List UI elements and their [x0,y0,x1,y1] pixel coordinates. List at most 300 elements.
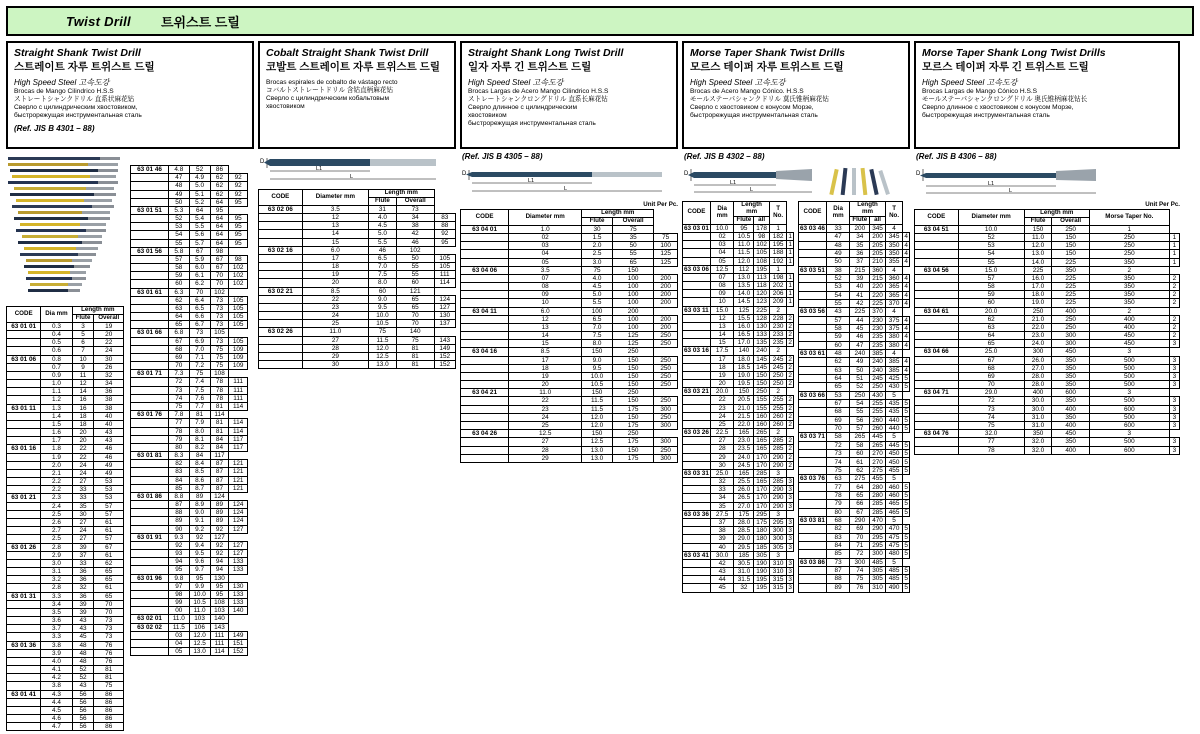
cell-code: 63 04 21 [461,389,509,397]
cell-value: 175 [612,438,653,446]
cell-code [915,332,959,340]
cell-code [799,500,827,508]
table-row [799,274,910,282]
th-flute-ml: Flute [1024,217,1052,225]
cell-value: 33 [72,559,94,567]
table-row [131,443,248,451]
cell-value: 95 [434,238,456,246]
cell-value: 17.5 [710,347,734,355]
cell-value: 59 [826,333,849,341]
cell-value: 265 [870,441,885,449]
cell-value: 95 [210,590,229,598]
cell-value: 127 [229,525,248,533]
cell-value: 185 [734,551,754,559]
cell-value: 28 [509,446,582,454]
table-row [683,584,794,592]
cell-value: 3 [1169,381,1179,389]
th-flute-long: Flute [582,217,613,225]
cell-value: 3 [1169,438,1179,446]
cell-code: 63 01 46 [131,166,169,174]
cell-value: 2.3 [41,494,72,502]
cell-value: 73 [210,313,229,321]
cell-code [683,355,711,363]
cell-value: 0.9 [41,371,72,379]
cell-value: 1.5 [41,420,72,428]
cell-value: 5 [904,375,908,383]
cell-value: 2.5 [41,510,72,518]
table-row [461,446,678,454]
table-row [683,478,794,486]
table-row [7,682,124,690]
table-row [7,355,124,363]
cell-value: 1 [1169,250,1179,258]
cell-code [461,332,509,340]
cell-code: 63 01 41 [7,690,41,698]
cell-value: 165 [754,445,769,453]
cell-value: 86 [210,166,229,174]
cell-value: 175 [612,454,653,462]
cell-value: 485 [870,558,885,566]
cell-code [7,535,41,543]
table-row [7,559,124,567]
cell-value: 38 [94,396,124,404]
cell-value: 100 [582,307,613,315]
cell-value: 76 [94,649,124,657]
cell-code [131,566,169,574]
cell-value: 30.0 [710,551,734,559]
cell-value: 86 [94,706,124,714]
cell-value: 60 [169,280,189,288]
table-row [131,517,248,525]
cell-value: 41 [850,291,870,299]
cell-value: 108 [210,370,229,378]
cell-value: 43 [72,625,94,633]
cell-value: 5.5 [368,238,396,246]
cell-value: 460 [885,483,903,491]
cell-value: 250 [654,364,678,372]
cell-value: 68 [169,345,189,353]
cell-value: 72 [958,397,1024,405]
cell-code [7,469,41,477]
cell-value: 13 [509,323,582,331]
cell-value: 50 [826,258,849,266]
morse-long-desc-jp: モールステーパシャンクロングドリル 奥氏锥柄麻花钻长 [922,96,1088,104]
cell-code: 63 02 01 [131,615,169,623]
cell-value: 4.5 [41,706,72,714]
table-row [799,425,910,433]
table-row [131,558,248,566]
table-row [461,266,678,274]
cell-value: 3.6 [41,617,72,625]
cell-code [131,443,169,451]
cell-value: 68 [826,408,849,416]
cell-value: 77 [958,438,1024,446]
cell-value: 300 [769,535,787,543]
cell-value: 220 [870,291,885,299]
svg-text:L1: L1 [730,180,737,186]
table-row [683,257,794,265]
cell-value: 15.0 [958,266,1024,274]
table-row [683,527,794,535]
cell-code [7,576,41,584]
cell-value: 19.0 [734,371,754,379]
cell-value: 10.0 [189,590,210,598]
cell-value: 182 [769,232,787,240]
cell-code [683,371,711,379]
cell-value: 46 [850,333,870,341]
cell-value: 350 [885,249,903,257]
th-flute-morse: Flute [734,216,754,224]
section-title-box-cobalt [258,41,456,149]
table-row [799,483,910,491]
cell-value: 2.8 [41,584,72,592]
cell-code: 63 03 11 [684,306,709,314]
cell-value: 36 [72,568,94,576]
cell-value: 95 [210,206,229,214]
cell-value: 113 [754,273,769,281]
cell-value: 13 [302,222,368,230]
long-desc-ru-2: хвостовиком [468,112,507,120]
cell-value: 5.8 [169,247,189,255]
cell-value: 92 [229,174,248,182]
cell-value: 245 [769,355,787,363]
cell-code [915,234,959,242]
cell-value: 21.5 [734,412,754,420]
cell-value: 5.4 [189,215,210,223]
cell-value: 51 [850,375,870,383]
cell-value: 6.5 [582,315,613,323]
cell-code [131,599,169,607]
cell-value: 450 [885,450,903,458]
cell-value: 23 [710,404,734,412]
cell-value: 150 [612,364,653,372]
cell-value: 7.3 [169,370,189,378]
table-row [131,648,248,656]
cell-value: 52 [189,166,210,174]
cell-value: 42 [396,230,434,238]
th-flute: Flute [72,314,94,322]
section-title-kr-morse: 모르스 테이퍼 자루 트위스트 드릴 [690,61,844,74]
cell-code: 63 03 81 [800,516,825,524]
table-row [683,355,794,363]
cell-value: 54 [169,231,189,239]
cell-value: 305 [870,575,885,583]
table-row [799,299,910,307]
cell-value: 2.4 [41,502,72,510]
cell-value: 75 [396,336,434,344]
table-row [799,324,910,332]
th-dia-morse: Dia mm [710,202,734,225]
cell-value: 25 [509,422,582,430]
cell-value: 137 [434,320,456,328]
cell-value: 1 [788,282,792,290]
table-row [683,371,794,379]
cell-value: 87 [210,468,229,476]
cell-code [131,558,169,566]
cell-value: 13 [710,322,734,330]
cell-value: 255 [769,396,787,404]
section-reference-morse-long: (Ref. JIS B 4306 – 88) [916,152,997,161]
cell-value: 112 [734,265,754,273]
cell-value: 225 [1052,274,1090,282]
cell-value: 70 [169,362,189,370]
cell-value: 500 [1089,364,1169,372]
cell-value: 225 [1052,299,1090,307]
table-row [683,306,794,314]
cell-value: 500 [1089,397,1169,405]
cell-value: 05 [509,258,582,266]
th-code-long: CODE [461,210,509,226]
table-row [7,478,124,486]
cell-code [131,264,169,272]
cell-value: 34 [710,494,734,502]
table-row [7,412,124,420]
section-morse-taper-long [914,41,1180,731]
cell-value: 70 [94,608,124,616]
cell-code [7,674,41,682]
table-row [131,460,248,468]
cell-value: 38 [396,222,434,230]
cell-code: 63 01 36 [7,641,41,649]
tbody-morse-long [915,225,1180,454]
cell-value: 4 [904,316,908,324]
table-row [461,283,678,291]
table-row [799,450,910,458]
cell-value: 20 [94,331,124,339]
cell-value: 24 [72,461,94,469]
cell-value: 70 [210,272,229,280]
cell-value: 3.8 [41,641,72,649]
cell-value: 290 [850,516,870,524]
cell-value: 235 [870,333,885,341]
cell-value: 75 [210,345,229,353]
cell-value: 94 [210,558,229,566]
cell-value: 12 [710,314,734,322]
table-row [7,380,124,388]
cell-code [461,364,509,372]
cell-value: 111 [229,378,248,386]
cell-value: 123 [754,298,769,306]
cell-value: 2 [788,461,792,469]
cell-value: 0.8 [41,355,72,363]
cell-value: 285 [754,469,769,477]
cell-value: 57 [94,535,124,543]
table-row [915,258,1180,266]
cell-value: 73 [958,405,1024,413]
table-row [259,246,456,254]
cell-value: 58 [826,324,849,332]
cell-value: 4.3 [41,690,72,698]
cell-code: 63 03 16 [684,347,709,355]
cell-value: 30 [710,461,734,469]
table-row [131,321,248,329]
cell-value: 310 [769,559,787,567]
cell-value: 92 [169,541,189,549]
cell-value: 05 [169,648,189,656]
section-title-kr-morse-long: 모르스 테이퍼 자루 긴 트위스트 드릴 [922,61,1089,74]
cell-code [131,198,169,206]
table-row [683,510,794,518]
cobalt-desc-jp: コバルトストレートドリル 含钴直柄麻花钻 [266,87,394,95]
table-row [915,413,1180,421]
cell-value: 140 [396,328,434,336]
cell-value: 127 [229,541,248,549]
cell-value: 43 [710,568,734,576]
cell-code [683,314,711,322]
cell-code: 63 03 01 [684,224,709,232]
cell-value: 9.1 [189,517,210,525]
cell-value: 22.5 [710,429,734,437]
cell-value: 245 [769,363,787,371]
cell-value: 8.5 [302,287,368,295]
cell-value: 92 [210,541,229,549]
cell-value: 4 [904,299,908,307]
cell-value: 67 [189,247,210,255]
cell-value: 44 [710,576,734,584]
cell-value: 14 [72,388,94,396]
cell-code [131,427,169,435]
cell-code [799,408,827,416]
table-row [683,322,794,330]
cell-value: 40 [94,412,124,420]
cell-value: 60 [850,450,870,458]
th-flute-cobalt: Flute [368,197,396,205]
cell-code [461,356,509,364]
cell-value: 350 [1089,283,1169,291]
cell-code [915,446,959,454]
cell-value: 300 [654,405,678,413]
cell-value: 350 [1024,430,1052,438]
cell-value: 240 [870,358,885,366]
table-row [461,389,678,397]
cell-value: 5.0 [189,182,210,190]
cell-value: 7.4 [189,378,210,386]
cell-code: 63 01 26 [7,543,41,551]
cell-value: 295 [870,533,885,541]
table-row [915,332,1180,340]
cell-value: 4 [904,341,908,349]
cell-value: 250 [1052,323,1090,331]
cell-value: 6.5 [189,304,210,312]
cell-value: 380 [885,341,903,349]
cell-value: 43 [826,308,849,316]
cell-value: 25.5 [734,478,754,486]
cell-value: 84 [189,452,210,460]
cell-value: 39 [850,274,870,282]
table-row [259,271,456,279]
cell-value: 355 [885,258,903,266]
table-row [915,323,1180,331]
th-dia-morse-2: Dia mm [826,202,849,225]
cell-value: 77 [169,419,189,427]
cell-value: 58 [169,264,189,272]
cell-value: 260 [769,412,787,420]
cell-value: 435 [885,408,903,416]
cell-code [799,550,827,558]
cell-value: 61 [94,551,124,559]
table-row [461,234,678,242]
cell-value: 215 [870,274,885,282]
cell-code [7,625,41,633]
cell-value: 125 [654,250,678,258]
cell-value: 49 [850,358,870,366]
th-overall-ml: Overall [1052,217,1090,225]
cell-value: 250 [654,413,678,421]
cell-value: 425 [885,375,903,383]
cell-value: 170 [754,502,769,510]
cell-code [915,405,959,413]
table-row [461,307,678,315]
cell-value: 45 [72,633,94,641]
cell-code: 63 02 21 [259,287,303,295]
cell-value: 80 [169,443,189,451]
cell-value: 130 [210,574,229,582]
table-row [7,371,124,379]
cell-value: 5 [904,466,908,474]
cell-value: 105 [210,329,229,337]
cell-code [799,299,827,307]
cell-value: 4 [904,233,908,241]
cell-value: 1.5 [582,234,613,242]
cell-code [461,283,509,291]
cell-value: 435 [885,400,903,408]
cell-value: 28.0 [1024,372,1052,380]
cell-code [461,250,509,258]
cell-value: 4.1 [41,666,72,674]
cell-value: 19 [509,372,582,380]
table-row [7,706,124,714]
cell-value: 78 [210,378,229,386]
cell-value: 4.6 [41,715,72,723]
cell-value: 6 [72,339,94,347]
cell-value: 6.2 [189,280,210,288]
th-overall: Overall [94,314,124,322]
cell-value: 300 [769,527,787,535]
cell-value: 81 [396,344,434,352]
cell-code [461,397,509,405]
cell-code [683,494,711,502]
th-taper-morse: T No. [769,202,787,225]
cell-value: 88 [169,509,189,517]
cell-value: 255 [870,400,885,408]
table-row [683,486,794,494]
cell-value: 8.5 [189,468,210,476]
cell-value: 72 [169,378,189,386]
table-row [131,337,248,345]
cell-value: 225 [1024,266,1052,274]
cell-value: 5 [904,533,908,541]
table-row [683,494,794,502]
table-row [799,266,910,274]
table-row [683,543,794,551]
cell-value: 108 [210,599,229,607]
cell-value: 17.0 [1024,283,1052,291]
cell-value: 117 [229,435,248,443]
cell-value: 24 [509,413,582,421]
cell-value: 38 [826,266,849,274]
cell-value: 1 [788,298,792,306]
cobalt-drill-figure [258,153,456,187]
cell-value: 250 [654,372,678,380]
cell-value: 30 [582,225,613,233]
table-row [7,551,124,559]
cell-value: 57 [94,502,124,510]
page-title-kr: 트위스트 드릴 [160,14,240,30]
cell-value: 3.5 [41,608,72,616]
cell-value: 114 [210,648,229,656]
cell-code: 63 03 86 [800,558,825,566]
cell-value: 22.0 [1024,323,1052,331]
